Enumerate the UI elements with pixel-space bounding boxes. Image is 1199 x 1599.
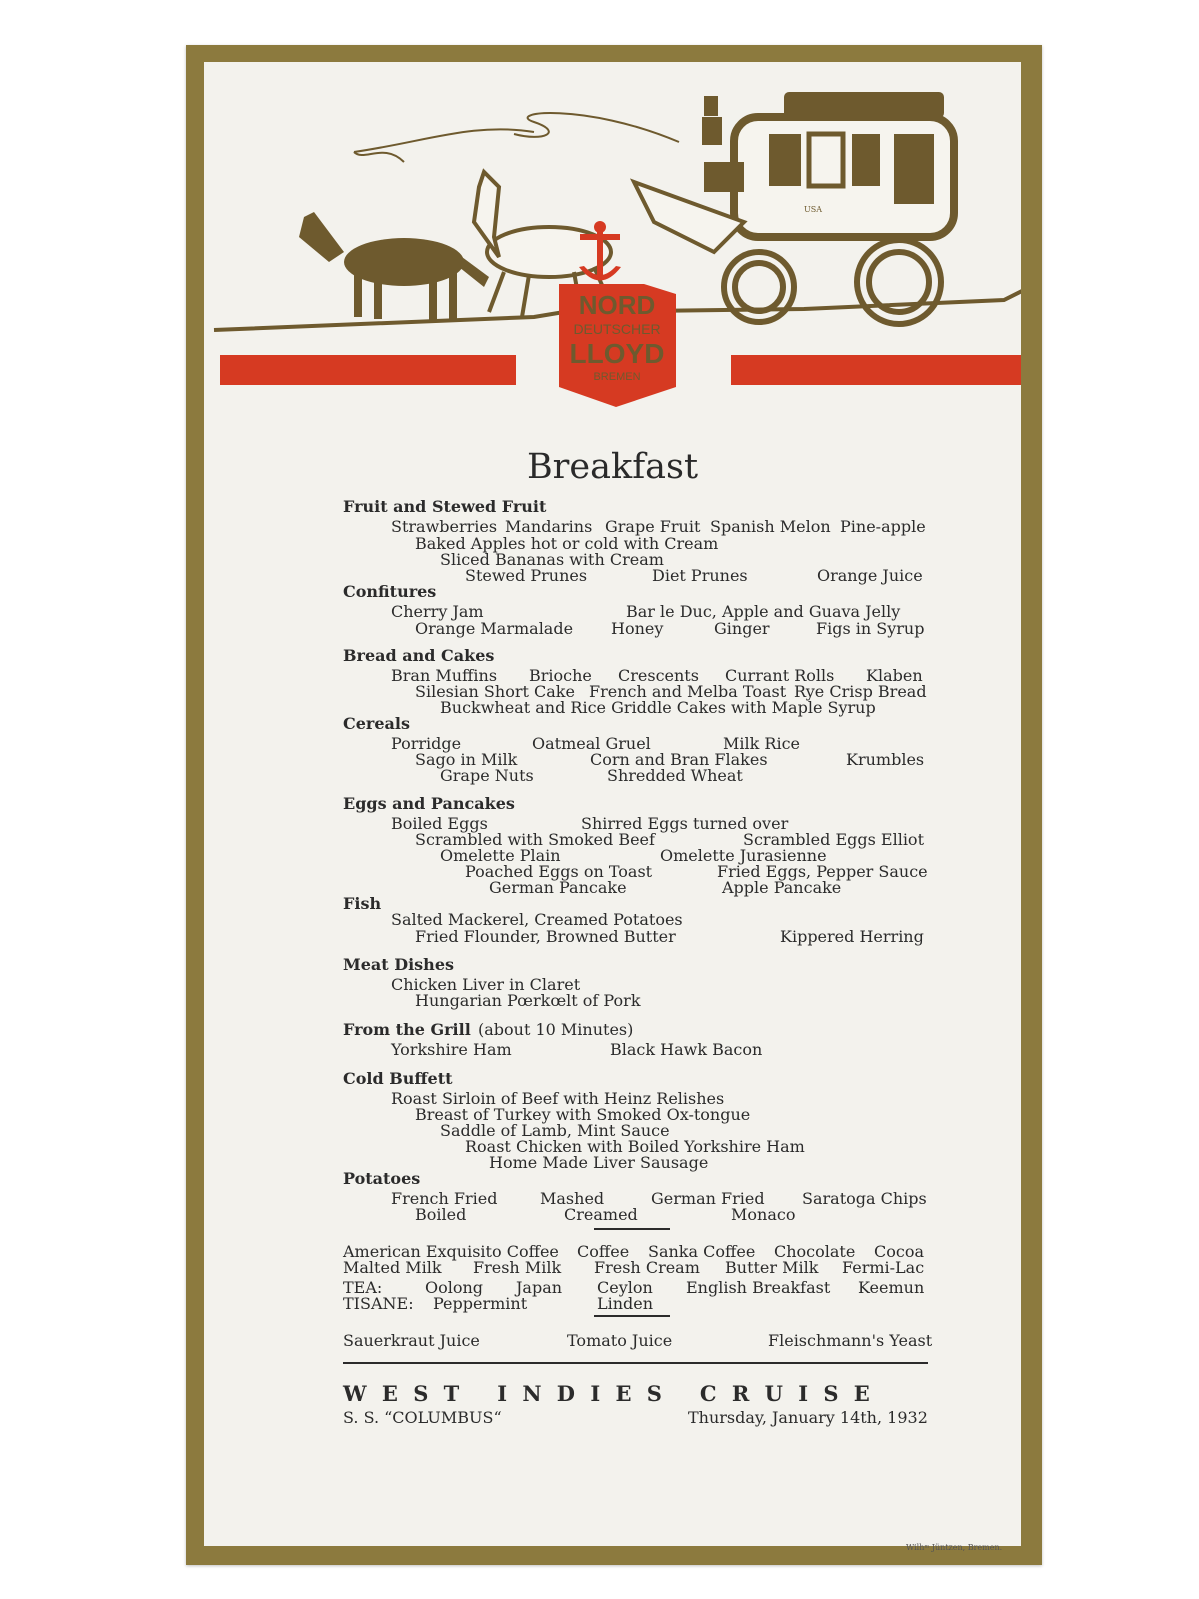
- menu-line: [343, 602, 928, 620]
- ship-name: S. S. “COLUMBUS“: [343, 1408, 502, 1427]
- footer-line: [343, 1408, 928, 1426]
- section-heading-cereals: Cereals: [343, 714, 410, 733]
- menu-item: Creamed: [564, 1205, 638, 1224]
- menu-line: [343, 619, 928, 637]
- menu-item: Omelette Plain: [440, 846, 561, 865]
- menu-item: Baked Apples hot or cold with Cream: [415, 534, 719, 553]
- beverage-item: American Exquisito Coffee: [343, 1242, 559, 1261]
- section-heading-grill: From the Grill: [343, 1020, 471, 1039]
- menu-item: Buckwheat and Rice Griddle Cakes with Maple Syrup: [440, 698, 876, 717]
- menu-item: Pine-apple: [840, 517, 926, 536]
- tisane-item: Peppermint: [433, 1294, 528, 1313]
- menu-item: Boiled Eggs: [391, 814, 488, 833]
- section-heading-meat: Meat Dishes: [343, 955, 454, 974]
- menu-card: [186, 45, 1042, 1565]
- juice-item: Tomato Juice: [567, 1331, 673, 1350]
- menu-item: Orange Juice: [817, 566, 923, 585]
- grill-note: (about 10 Minutes): [478, 1020, 634, 1039]
- beverage-item: Fresh Cream: [594, 1258, 700, 1277]
- menu-item: Yorkshire Ham: [391, 1040, 512, 1059]
- menu-item: Black Hawk Bacon: [610, 1040, 763, 1059]
- menu-line: [343, 517, 928, 535]
- logo-line-1: NORD: [578, 290, 656, 320]
- beverage-item: Butter Milk: [725, 1258, 819, 1277]
- menu-item: Krumbles: [846, 750, 925, 769]
- menu-item: Sago in Milk: [415, 750, 518, 769]
- logo-line-4: BREMEN: [593, 371, 641, 383]
- printer-imprint: Wilhᵐ Jüntzen, Bremen.: [906, 1543, 1003, 1552]
- menu-item: Poached Eggs on Toast: [465, 862, 653, 881]
- menu-item: Boiled: [415, 1205, 467, 1224]
- menu-line: [343, 766, 928, 784]
- menu-item: Grape Nuts: [440, 766, 534, 785]
- short-divider: [594, 1228, 670, 1230]
- menu-item: Mandarins: [505, 517, 593, 536]
- tisane-line: [343, 1294, 928, 1312]
- menu-item: Stewed Prunes: [465, 566, 588, 585]
- menu-title: Breakfast: [526, 447, 699, 487]
- menu-item: Sliced Bananas with Cream: [440, 550, 664, 569]
- menu-item: Crescents: [618, 666, 699, 685]
- section-heading-grill-row: [343, 1020, 928, 1038]
- menu-item: Diet Prunes: [652, 566, 748, 585]
- menu-item: Klaben: [866, 666, 923, 685]
- menu-body: [204, 62, 1021, 1546]
- menu-item: Silesian Short Cake: [415, 682, 575, 701]
- menu-item: Oatmeal Gruel: [532, 734, 651, 753]
- menu-item: Bran Muffins: [391, 666, 498, 685]
- menu-item: Roast Chicken with Boiled Yorkshire Ham: [465, 1137, 805, 1156]
- juice-item: Fleischmann's Yeast: [768, 1331, 933, 1350]
- menu-item: French and Melba Toast: [589, 682, 787, 701]
- menu-item: Porridge: [391, 734, 462, 753]
- menu-item: Mashed: [540, 1189, 605, 1208]
- beverage-item: Coffee: [577, 1242, 630, 1261]
- menu-item: German Fried: [651, 1189, 765, 1208]
- section-heading-confitures: Confitures: [343, 582, 437, 601]
- menu-item: Monaco: [731, 1205, 796, 1224]
- menu-item: Salted Mackerel, Creamed Potatoes: [391, 910, 683, 929]
- footer-divider: [343, 1362, 928, 1364]
- menu-item: Corn and Bran Flakes: [590, 750, 768, 769]
- menu-item: Grape Fruit: [605, 517, 701, 536]
- beverage-item: Fermi-Lac: [842, 1258, 925, 1277]
- menu-paper: [204, 62, 1021, 1552]
- tea-item: Oolong: [425, 1278, 484, 1297]
- beverage-item: Chocolate: [774, 1242, 856, 1261]
- menu-line: [343, 1205, 928, 1223]
- juice-line: [343, 1331, 933, 1350]
- menu-item: Orange Marmalade: [415, 619, 574, 638]
- beverage-item: Cocoa: [874, 1242, 925, 1261]
- cruise-title-text: WEST INDIES CRUISE: [343, 1381, 886, 1406]
- tisane-label: TISANE:: [343, 1294, 414, 1313]
- menu-item: Home Made Liver Sausage: [489, 1153, 709, 1172]
- menu-line: [343, 991, 928, 1009]
- menu-date: Thursday, January 14th, 1932: [688, 1408, 928, 1427]
- menu-item: Apple Pancake: [722, 878, 842, 897]
- section-heading-bread: Bread and Cakes: [343, 646, 495, 665]
- juice-item: Sauerkraut Juice: [343, 1331, 480, 1350]
- menu-item: Saratoga Chips: [802, 1189, 927, 1208]
- menu-line: [343, 927, 928, 945]
- menu-item: Breast of Turkey with Smoked Ox-tongue: [415, 1105, 751, 1124]
- tea-item: Keemun: [858, 1278, 925, 1297]
- section-heading-cold: Cold Buffett: [343, 1069, 453, 1088]
- menu-item: Chicken Liver in Claret: [391, 975, 581, 994]
- beverage-item: Fresh Milk: [473, 1258, 562, 1277]
- tea-label: TEA:: [343, 1278, 383, 1297]
- beverage-item: Malted Milk: [343, 1258, 442, 1277]
- menu-item: Hungarian Pœrkœlt of Pork: [415, 991, 641, 1010]
- menu-item: Roast Sirloin of Beef with Heinz Relishes: [391, 1089, 725, 1108]
- menu-item: Saddle of Lamb, Mint Sauce: [440, 1121, 670, 1140]
- tea-item: Ceylon: [597, 1278, 653, 1297]
- menu-item: Rye Crisp Bread: [794, 682, 927, 701]
- section-heading-fish: Fish: [343, 894, 382, 913]
- beverage-item: Sanka Coffee: [648, 1242, 756, 1261]
- menu-line: [343, 910, 928, 928]
- menu-item: Shirred Eggs turned over: [581, 814, 789, 833]
- menu-item: Fried Flounder, Browned Butter: [415, 927, 676, 946]
- menu-item: Brioche: [529, 666, 592, 685]
- tea-item: English Breakfast: [686, 1278, 831, 1297]
- menu-item: Figs in Syrup: [816, 619, 925, 638]
- cruise-title: [343, 1381, 928, 1406]
- menu-line: [343, 1040, 928, 1058]
- menu-item: Scrambled with Smoked Beef: [415, 830, 655, 849]
- coach-badge: USA: [804, 205, 822, 214]
- menu-item: Kippered Herring: [780, 927, 924, 946]
- menu-item: Ginger: [714, 619, 770, 638]
- menu-item: German Pancake: [489, 878, 627, 897]
- tisane-item: Linden: [597, 1294, 654, 1313]
- menu-item: Strawberries: [391, 517, 498, 536]
- menu-item: Honey: [611, 619, 664, 638]
- menu-item: Milk Rice: [723, 734, 800, 753]
- section-heading-potatoes: Potatoes: [343, 1169, 421, 1188]
- logo-line-2: DEUTSCHER: [573, 321, 661, 337]
- beverage-line: [343, 1258, 928, 1276]
- menu-item: Omelette Jurasienne: [660, 846, 827, 865]
- logo-line-3: LLOYD: [569, 338, 665, 369]
- menu-item: Fried Eggs, Pepper Sauce: [717, 862, 928, 881]
- menu-item: Spanish Melon: [710, 517, 831, 536]
- short-divider: [594, 1315, 670, 1317]
- tea-item: Japan: [516, 1278, 563, 1297]
- section-heading-eggs: Eggs and Pancakes: [343, 794, 515, 813]
- menu-item: Cherry Jam: [391, 602, 484, 621]
- section-heading-fruit: Fruit and Stewed Fruit: [343, 497, 547, 516]
- menu-item: Shredded Wheat: [607, 766, 743, 785]
- menu-item: French Fried: [391, 1189, 498, 1208]
- menu-item: Currant Rolls: [725, 666, 835, 685]
- menu-item: Scrambled Eggs Elliot: [743, 830, 924, 849]
- menu-item: Bar le Duc, Apple and Guava Jelly: [626, 602, 901, 621]
